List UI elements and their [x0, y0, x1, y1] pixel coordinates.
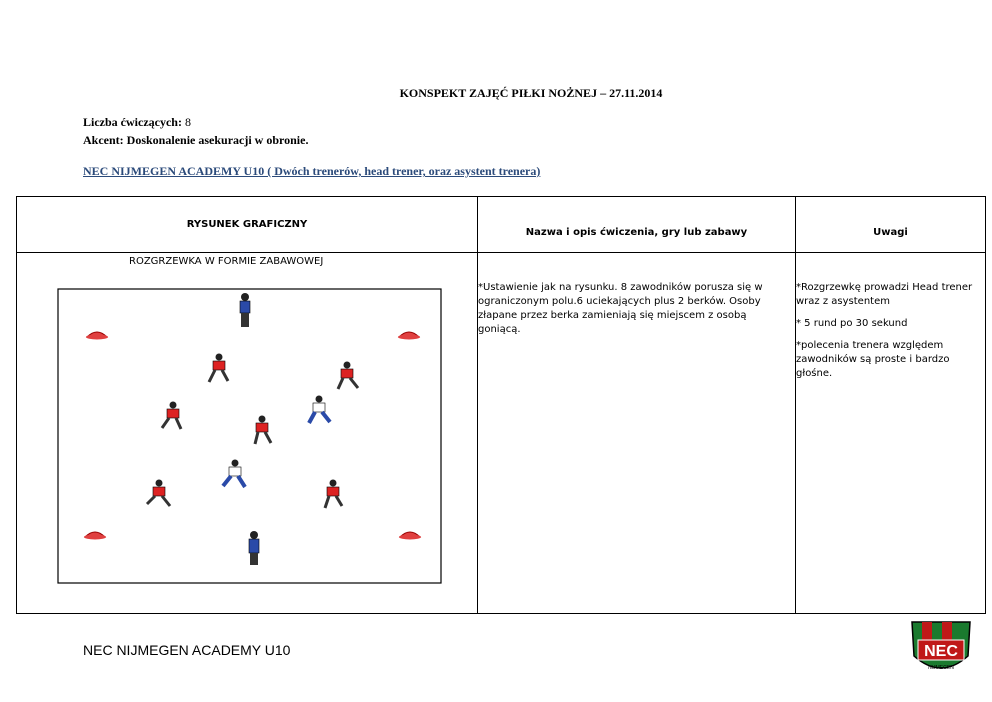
coach-icon [240, 293, 250, 327]
academy-heading: NEC NIJMEGEN ACADEMY U10 ( Dwóch trenerów, head trener, oraz asystent trenera) [83, 164, 541, 178]
player-red-icon [209, 354, 228, 383]
section-label: ROZGRZEWKA W FORMIE ZABAWOWEJ [129, 256, 324, 267]
participants-value: 8 [184, 115, 191, 129]
exercise-description: *Ustawienie jak na rysunku. 8 zawodników porusza się w ograniczonym polu.6 uciekających plus 2 berków. Osoby złapane przez berka zamieniają się miejscem z osobą goniącą. [478, 282, 763, 335]
remark-1: *Rozgrzewkę prowadzi Head trener wraz z asystentem [796, 282, 973, 307]
header-description: Nazwa i opis ćwiczenia, gry lub zabawy [478, 197, 796, 253]
player-blue-icon [309, 396, 330, 424]
header-remarks: Uwagi [796, 197, 986, 253]
player-red-icon [147, 480, 170, 507]
nec-logo-icon [908, 616, 974, 680]
drawing-cell [17, 253, 478, 614]
player-red-icon [325, 480, 342, 509]
player-blue-icon [223, 460, 245, 488]
remarks-cell [796, 253, 986, 614]
footer-text: NEC NIJMEGEN ACADEMY U10 [83, 642, 291, 658]
svg-text:NEC: NEC [924, 643, 958, 660]
document-title: KONSPEKT ZAJĘĆ PIŁKI NOŻNEJ – 27.11.2014 [399, 86, 663, 100]
field-diagram [17, 253, 477, 613]
exercise-table [16, 196, 986, 614]
player-red-icon [338, 362, 358, 390]
cone-icon [84, 532, 106, 540]
remark-3: *polecenia trenera względem zawodników są proste i bardzo głośne. [796, 340, 950, 379]
svg-text:NIJMEGEN: NIJMEGEN [928, 665, 954, 671]
coach-icon [249, 531, 259, 565]
remark-2: * 5 rund po 30 sekund [796, 318, 908, 329]
header-drawing: RYSUNEK GRAFICZNY [17, 197, 478, 253]
cone-icon [399, 532, 421, 540]
cone-icon [398, 332, 420, 340]
accent-value: Doskonalenie asekuracji w obronie. [126, 133, 309, 147]
participants-line [83, 115, 191, 130]
cone-icon [86, 332, 108, 340]
accent-label: Akcent: [83, 133, 124, 147]
accent-line [83, 133, 308, 148]
player-red-icon [162, 402, 181, 430]
player-red-icon [255, 416, 271, 445]
description-cell [478, 253, 796, 614]
participants-label: Liczba ćwiczących: [83, 115, 182, 129]
